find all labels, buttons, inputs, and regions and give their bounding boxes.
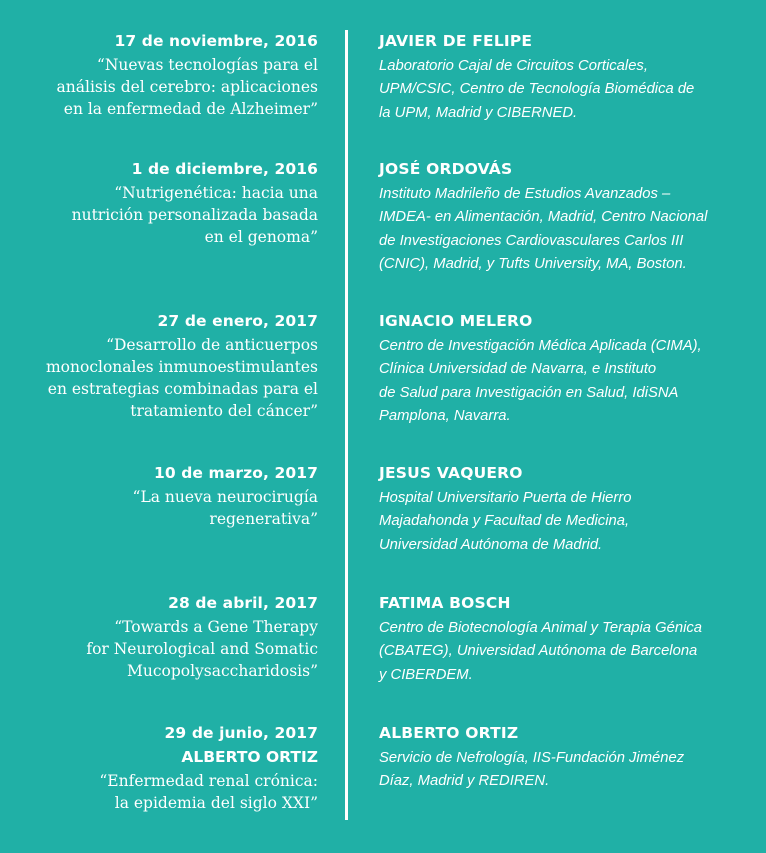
talk-title-line: “Nutrigenética: hacia una	[114, 184, 318, 202]
institution-line: Pamplona, Navarra.	[379, 407, 511, 424]
speaker-info	[379, 30, 754, 125]
institution-line: UPM/CSIC, Centro de Tecnología Biomédica de	[379, 81, 695, 98]
speaker-info	[379, 722, 754, 794]
institution-line: Instituto Madrileño de Estudios Avanzados –	[379, 186, 671, 202]
talk-title-line: Mucopolysaccharidosis”	[126, 662, 318, 680]
talk-title-line: for Neurological and Somatic	[86, 640, 318, 658]
talk-title-line: “Desarrollo de anticuerpos	[106, 336, 318, 354]
talk-title-line: nutrición personalizada basada	[71, 206, 318, 224]
institution-line: Centro de Investigación Médica Aplicada (CIMA),	[379, 338, 702, 354]
talk-info	[20, 30, 318, 120]
talk-title	[20, 334, 318, 422]
speaker-institution	[379, 747, 754, 794]
talk-title-line: en el genoma”	[204, 228, 318, 246]
speaker-institution	[379, 183, 754, 276]
speaker-name: JAVIER DE FELIPE	[379, 32, 533, 50]
talk-title	[20, 770, 318, 814]
speaker-institution	[379, 55, 754, 125]
talk-title	[20, 486, 318, 530]
speaker-institution	[379, 335, 754, 428]
talk-speaker-repeat: ALBERTO ORTIZ	[181, 748, 318, 766]
talk-title-line: “La nueva neurocirugía	[132, 488, 318, 506]
speaker-info	[379, 592, 754, 687]
talk-date: 17 de noviembre, 2016	[114, 32, 318, 50]
talk-date: 1 de diciembre, 2016	[131, 160, 318, 178]
talk-title-line: análisis del cerebro: aplicaciones	[56, 78, 318, 96]
talk-title-line: en estrategias combinadas para el	[47, 380, 318, 398]
talk-title-line: en la enfermedad de Alzheimer”	[63, 100, 318, 118]
talk-title-line: “Nuevas tecnologías para el	[96, 56, 318, 74]
talk-title-line: tratamiento del cáncer”	[130, 402, 318, 420]
institution-line: IMDEA- en Alimentación, Madrid, Centro Nacional	[379, 209, 708, 226]
talk-title-line: monoclonales inmunoestimulantes	[45, 358, 318, 376]
talk-date: 27 de enero, 2017	[157, 312, 318, 330]
institution-line: Díaz, Madrid y REDIREN.	[379, 773, 550, 790]
talk-title-line: “Towards a Gene Therapy	[114, 618, 318, 636]
talk-title	[20, 616, 318, 682]
speaker-info	[379, 310, 754, 428]
talk-info	[20, 462, 318, 530]
institution-line: de Investigaciones Cardiovasculares Carlos III	[379, 232, 684, 249]
talk-info	[20, 592, 318, 682]
talk-title-line: la epidemia del siglo XXI”	[114, 794, 318, 812]
vertical-divider	[345, 30, 348, 820]
institution-line: Hospital Universitario Puerta de Hierro	[379, 490, 632, 506]
talk-date: 28 de abril, 2017	[168, 594, 318, 612]
talk-title-line: regenerativa”	[209, 510, 318, 528]
speaker-info	[379, 462, 754, 557]
speaker-info	[379, 158, 754, 276]
institution-line: la UPM, Madrid y CIBERNED.	[379, 104, 578, 121]
institution-line: Centro de Biotecnología Animal y Terapia Génica	[379, 620, 702, 636]
institution-line: (CNIC), Madrid, y Tufts University, MA, Boston.	[379, 255, 687, 272]
talk-title-line: “Enfermedad renal crónica:	[99, 772, 318, 790]
institution-line: Laboratorio Cajal de Circuitos Corticales,	[379, 58, 648, 74]
speaker-name: JOSÉ ORDOVÁS	[379, 160, 513, 178]
institution-line: Clínica Universidad de Navarra, e Instituto	[379, 361, 657, 378]
talk-info	[20, 158, 318, 248]
speaker-name: IGNACIO MELERO	[379, 312, 533, 330]
institution-line: de Salud para Investigación en Salud, IdiSNA	[379, 384, 679, 401]
institution-line: Servicio de Nefrología, IIS-Fundación Jiménez	[379, 750, 685, 766]
talk-title	[20, 182, 318, 248]
talk-date: 10 de marzo, 2017	[153, 464, 318, 482]
speaker-name: FATIMA BOSCH	[379, 594, 511, 612]
speaker-institution	[379, 617, 754, 687]
institution-line: Majadahonda y Facultad de Medicina,	[379, 513, 630, 530]
institution-line: (CBATEG), Universidad Autónoma de Barcelona	[379, 643, 698, 660]
speaker-name: ALBERTO ORTIZ	[379, 724, 519, 742]
talk-info	[20, 310, 318, 422]
speaker-institution	[379, 487, 754, 557]
talk-title	[20, 54, 318, 120]
institution-line: Universidad Autónoma de Madrid.	[379, 536, 603, 553]
talk-date: 29 de junio, 2017	[164, 724, 318, 742]
speaker-name: JESUS VAQUERO	[379, 464, 523, 482]
institution-line: y CIBERDEM.	[379, 666, 473, 683]
talk-info	[20, 722, 318, 814]
